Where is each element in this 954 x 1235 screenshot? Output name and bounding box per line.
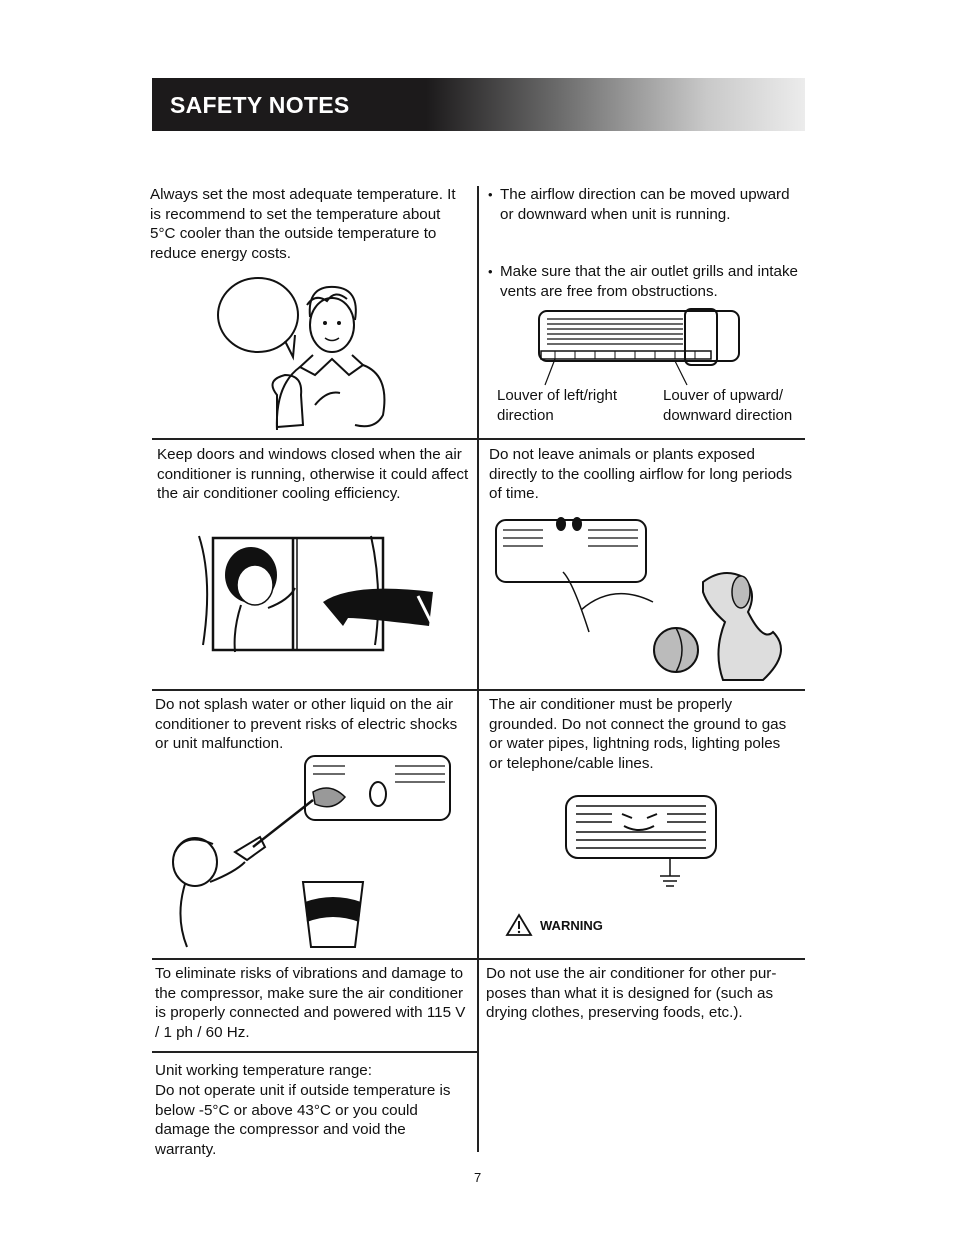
warning-badge — [506, 914, 603, 936]
divider-row-1 — [152, 438, 805, 440]
temperature-range-title: Unit working temperature range: — [155, 1062, 372, 1079]
temperature-range-body: Do not operate unit if outside temperature is below -5°C or above 43°C or you could damage the compressor and void the warranty. — [155, 1082, 451, 1158]
airflow-bullet-2: • Make sure that the air outlet grills and intake vents are free from obstructions. — [488, 262, 800, 301]
other-purposes-note: Do not use the air conditioner for other pur-poses than what it is designed for (such as drying clothes, preserving foods, etc.). — [486, 965, 777, 1022]
splash-water-note: Do not splash water or other liquid on the air conditioner to prevent risks of electric shocks or unit malfunction. — [155, 696, 458, 753]
divider-row-4 — [152, 1051, 477, 1053]
indoor-unit-louver-illustration — [535, 305, 755, 385]
section-header — [152, 78, 805, 131]
boy-spraying-water-illustration — [165, 752, 455, 947]
grounding-note: The air conditioner must be properly grounded. Do not connect the ground to gas or water pipes, lightning rods, lighting poles or telephone/cable lines. — [489, 696, 787, 772]
louver-up-down-label: Louver of upward/ downward direction — [663, 387, 793, 424]
divider-row-3 — [152, 958, 805, 960]
warning-triangle-icon — [506, 914, 532, 936]
girl-closing-window-illustration — [193, 530, 443, 655]
animals-plants-note: Do not leave animals or plants exposed directly to the coolling airflow for long periods of time. — [489, 446, 793, 503]
divider-vertical — [477, 186, 479, 1152]
doors-windows-note: Keep doors and windows closed when the air conditioner is running, otherwise it could affect the air conditioner cooling efficiency. — [157, 446, 469, 503]
warning-label: WARNING — [540, 917, 603, 933]
temperature-note: Always set the most adequate temperature. It is recommend to set the temperature about 5°C cooler than the outside temperature to reduce energy costs. — [150, 186, 456, 262]
airflow-bullet-1: • The airflow direction can be moved upward or downward when unit is running. — [488, 185, 790, 224]
louver-left-right-label: Louver of left/right direction — [497, 387, 618, 424]
compressor-note: To eliminate risks of vibrations and damage to the compressor, make sure the air conditioner is properly connected and powered with 115 V / 1 ph / 60 Hz. — [155, 965, 466, 1041]
page-title: SAFETY NOTES — [170, 92, 350, 118]
grounded-unit-illustration — [562, 792, 727, 892]
page-number: 7 — [474, 1170, 482, 1185]
man-thinking-illustration — [215, 275, 395, 435]
divider-row-2 — [152, 689, 805, 691]
ac-unit-and-dog-illustration — [493, 512, 793, 682]
